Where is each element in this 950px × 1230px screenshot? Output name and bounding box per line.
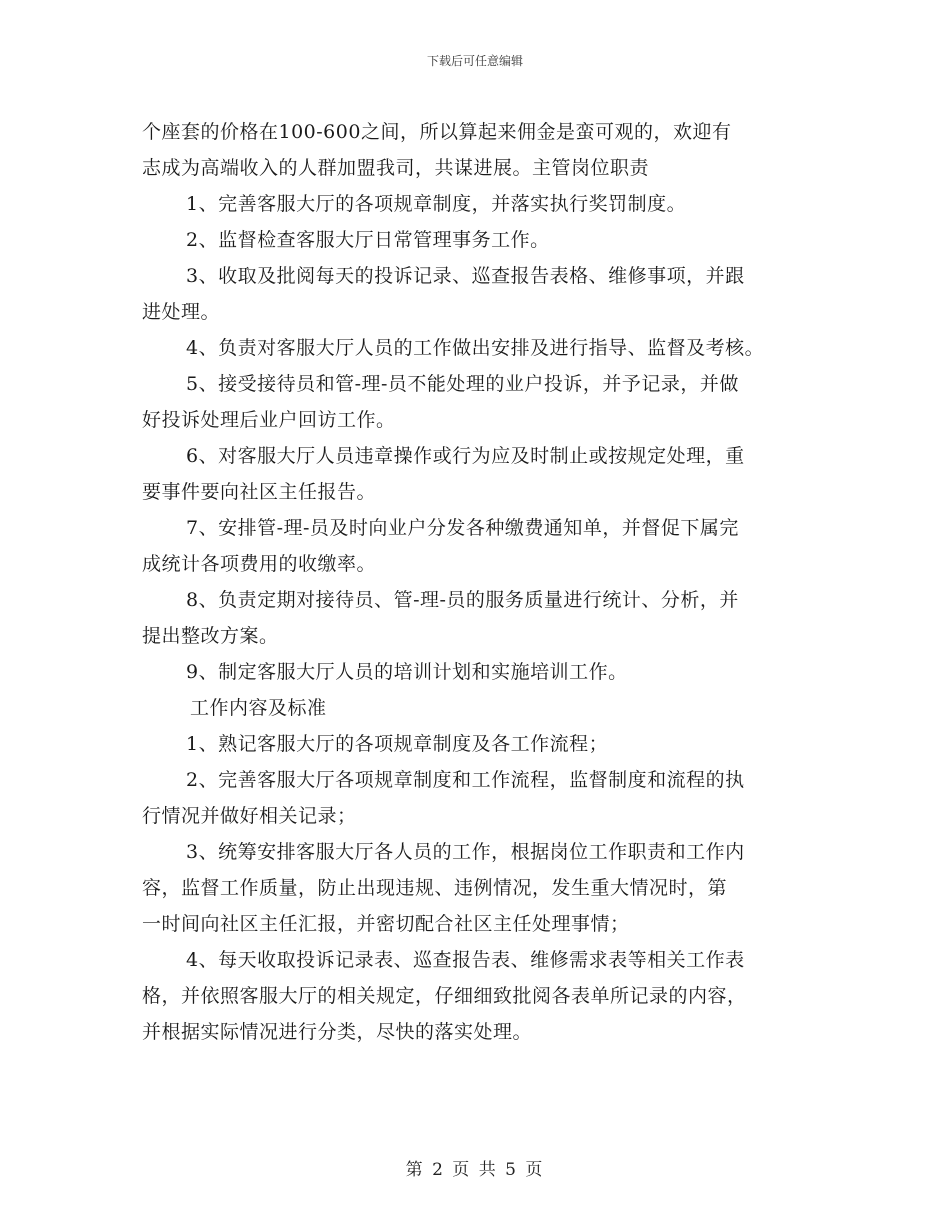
section-heading: 工作内容及标准 (190, 697, 327, 719)
text-line: 7、安排管-理-员及时向业户分发各种缴费通知单，并督促下属完 (186, 517, 739, 539)
text-line: 格，并依照客服大厅的相关规定，仔细细致批阅各表单所记录的内容， (142, 985, 747, 1007)
text-line: 成统计各项费用的收缴率。 (142, 553, 377, 575)
text-line: 6、对客服大厅人员违章操作或行为应及时制止或按规定处理，重 (186, 445, 745, 467)
text-line: 好投诉处理后业户回访工作。 (142, 409, 396, 431)
text-line: 行情况并做好相关记录； (142, 805, 357, 827)
text-line: 9、制定客服大厅人员的培训计划和实施培训工作。 (186, 661, 628, 683)
text-line: 1、完善客服大厅的各项规章制度，并落实执行奖罚制度。 (186, 193, 687, 215)
document-body (142, 114, 822, 1050)
text-line: 容，监督工作质量，防止出现违规、违例情况，发生重大情况时，第 (142, 877, 728, 899)
text-line: 并根据实际情况进行分类，尽快的落实处理。 (142, 1021, 533, 1043)
text-line: 3、统筹安排客服大厅各人员的工作，根据岗位工作职责和工作内 (186, 841, 745, 863)
text-line: 进处理。 (142, 301, 221, 323)
page-header: 下载后可任意编辑 (426, 54, 523, 68)
text-line: 提出整改方案。 (142, 625, 279, 647)
page-footer: 第 2 页 共 5 页 (405, 1160, 545, 1180)
text-line: 个座套的价格在100-600之间，所以算起来佣金是蛮可观的，欢迎有 (142, 121, 732, 143)
text-line: 1、熟记客服大厅的各项规章制度及各工作流程； (186, 733, 609, 755)
text-line: 3、收取及批阅每天的投诉记录、巡查报告表格、维修事项，并跟 (186, 265, 745, 287)
text-line: 2、监督检查客服大厅日常管理事务工作。 (186, 229, 550, 251)
text-line: 志成为高端收入的人群加盟我司，共谋进展。主管岗位职责 (142, 157, 650, 179)
text-line: 4、负责对客服大厅人员的工作做出安排及进行指导、监督及考核。 (186, 337, 765, 359)
text-line: 要事件要向社区主任报告。 (142, 481, 377, 503)
text-line: 5、接受接待员和管-理-员不能处理的业户投诉，并予记录，并做 (186, 373, 739, 395)
text-line: 一时间向社区主任汇报，并密切配合社区主任处理事情； (142, 913, 630, 935)
text-line: 8、负责定期对接待员、管-理-员的服务质量进行统计、分析，并 (186, 589, 739, 611)
text-line: 4、每天收取投诉记录表、巡查报告表、维修需求表等相关工作表 (186, 949, 745, 971)
text-line: 2、完善客服大厅各项规章制度和工作流程，监督制度和流程的执 (186, 769, 745, 791)
